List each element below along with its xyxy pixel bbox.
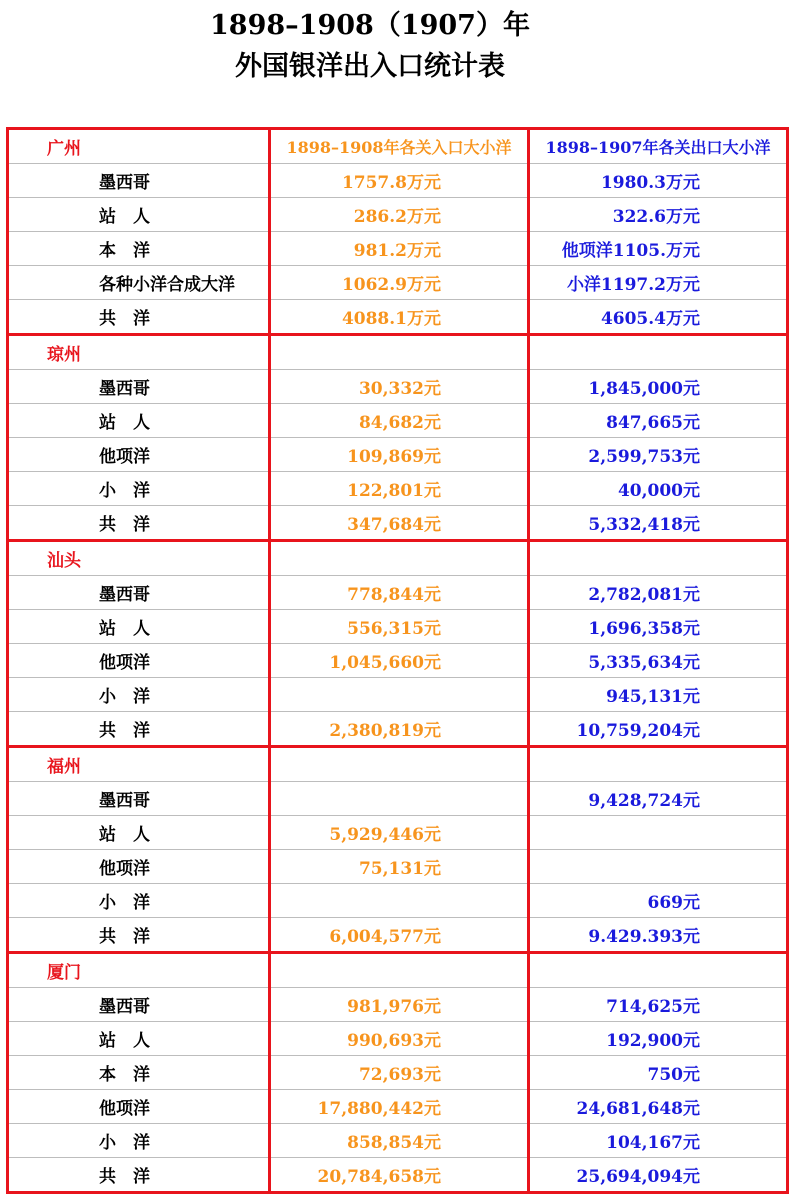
- inbound-value: 556,315元: [270, 610, 529, 644]
- row-label: 各种小洋合成大洋: [8, 266, 270, 300]
- outbound-value: 322.6万元: [529, 198, 788, 232]
- section-label: 琼州: [8, 335, 270, 370]
- outbound-value: 750元: [529, 1056, 788, 1090]
- row-label: 站 人: [8, 404, 270, 438]
- table-row: [8, 918, 788, 953]
- outbound-value: 1980.3万元: [529, 164, 788, 198]
- table-row: [8, 576, 788, 610]
- table-row: [8, 884, 788, 918]
- inbound-value: 347,684元: [270, 506, 529, 541]
- table-row: [8, 644, 788, 678]
- row-label: 本 洋: [8, 232, 270, 266]
- inbound-value: 20,784,658元: [270, 1158, 529, 1193]
- table-row: [8, 1158, 788, 1193]
- row-label: 他项洋: [8, 850, 270, 884]
- table-row: [8, 1090, 788, 1124]
- page-title: 1898–1908（1907）年: [210, 10, 530, 41]
- inbound-value: 4088.1万元: [270, 300, 529, 335]
- table-row: [8, 988, 788, 1022]
- outbound-value: 192,900元: [529, 1022, 788, 1056]
- row-label: 站 人: [8, 816, 270, 850]
- inbound-value: 75,131元: [270, 850, 529, 884]
- table-row: [8, 816, 788, 850]
- outbound-value: 小洋1197.2万元: [529, 266, 788, 300]
- row-label: 他项洋: [8, 438, 270, 472]
- row-label: 小 洋: [8, 884, 270, 918]
- outbound-value: 104,167元: [529, 1124, 788, 1158]
- inbound-value: 2,380,819元: [270, 712, 529, 747]
- outbound-value: 945,131元: [529, 678, 788, 712]
- inbound-value: 778,844元: [270, 576, 529, 610]
- table-row: [8, 782, 788, 816]
- outbound-value: 5,335,634元: [529, 644, 788, 678]
- outbound-value: 10,759,204元: [529, 712, 788, 747]
- inbound-value: 84,682元: [270, 404, 529, 438]
- outbound-value: 25,694,094元: [529, 1158, 788, 1193]
- outbound-value: 5,332,418元: [529, 506, 788, 541]
- inbound-value: 17,880,442元: [270, 1090, 529, 1124]
- page-subtitle: 外国银洋出入口统计表: [235, 51, 505, 82]
- empty-cell: [270, 747, 529, 782]
- inbound-value: [270, 884, 529, 918]
- table-row: [8, 1056, 788, 1090]
- empty-cell: [529, 335, 788, 370]
- section-row: [8, 541, 788, 576]
- section-row: [8, 953, 788, 988]
- column-header-outbound: 1898–1907年各关出口大小洋: [529, 129, 788, 164]
- section-label-guangzhou: 广州: [8, 129, 270, 164]
- section-row: [8, 747, 788, 782]
- outbound-value: 669元: [529, 884, 788, 918]
- table-row: [8, 164, 788, 198]
- inbound-value: 30,332元: [270, 370, 529, 404]
- table-row: [8, 266, 788, 300]
- table-row: [8, 404, 788, 438]
- inbound-value: 1,045,660元: [270, 644, 529, 678]
- empty-cell: [270, 335, 529, 370]
- outbound-value: 4605.4万元: [529, 300, 788, 335]
- row-label: 小 洋: [8, 472, 270, 506]
- table-row: [8, 370, 788, 404]
- row-label: 站 人: [8, 610, 270, 644]
- row-label: 小 洋: [8, 1124, 270, 1158]
- table-row: [8, 1022, 788, 1056]
- table-row: [8, 300, 788, 335]
- outbound-value: 714,625元: [529, 988, 788, 1022]
- empty-cell: [529, 747, 788, 782]
- row-label: 墨西哥: [8, 988, 270, 1022]
- outbound-value: 40,000元: [529, 472, 788, 506]
- inbound-value: [270, 678, 529, 712]
- outbound-value: 847,665元: [529, 404, 788, 438]
- inbound-value: [270, 782, 529, 816]
- row-label: 共 洋: [8, 918, 270, 953]
- inbound-value: 981,976元: [270, 988, 529, 1022]
- row-label: 共 洋: [8, 712, 270, 747]
- table-row: [8, 850, 788, 884]
- table-row: [8, 712, 788, 747]
- row-label: 墨西哥: [8, 782, 270, 816]
- table-row: [8, 678, 788, 712]
- header-row: [8, 129, 788, 164]
- table-row: [8, 472, 788, 506]
- outbound-value: 9,428,724元: [529, 782, 788, 816]
- section-label: 汕头: [8, 541, 270, 576]
- row-label: 共 洋: [8, 506, 270, 541]
- row-label: 站 人: [8, 1022, 270, 1056]
- row-label: 他项洋: [8, 644, 270, 678]
- row-label: 墨西哥: [8, 164, 270, 198]
- silver-dollar-table: [6, 127, 789, 1194]
- table-row: [8, 438, 788, 472]
- empty-cell: [529, 541, 788, 576]
- inbound-value: 1757.8万元: [270, 164, 529, 198]
- empty-cell: [270, 953, 529, 988]
- inbound-value: 990,693元: [270, 1022, 529, 1056]
- outbound-value: [529, 850, 788, 884]
- outbound-value: 2,782,081元: [529, 576, 788, 610]
- inbound-value: 72,693元: [270, 1056, 529, 1090]
- table-row: [8, 506, 788, 541]
- inbound-value: 109,869元: [270, 438, 529, 472]
- inbound-value: 5,929,446元: [270, 816, 529, 850]
- inbound-value: 1062.9万元: [270, 266, 529, 300]
- column-header-inbound: 1898–1908年各关入口大小洋: [270, 129, 529, 164]
- inbound-value: 122,801元: [270, 472, 529, 506]
- section-label: 厦门: [8, 953, 270, 988]
- outbound-value: 他项洋1105.万元: [529, 232, 788, 266]
- row-label: 墨西哥: [8, 576, 270, 610]
- outbound-value: 2,599,753元: [529, 438, 788, 472]
- table-row: [8, 610, 788, 644]
- outbound-value: [529, 816, 788, 850]
- outbound-value: 9.429.393元: [529, 918, 788, 953]
- outbound-value: 1,696,358元: [529, 610, 788, 644]
- row-label: 本 洋: [8, 1056, 270, 1090]
- inbound-value: 858,854元: [270, 1124, 529, 1158]
- row-label: 共 洋: [8, 1158, 270, 1193]
- inbound-value: 6,004,577元: [270, 918, 529, 953]
- row-label: 站 人: [8, 198, 270, 232]
- inbound-value: 981.2万元: [270, 232, 529, 266]
- empty-cell: [270, 541, 529, 576]
- table-row: [8, 232, 788, 266]
- row-label: 墨西哥: [8, 370, 270, 404]
- section-label: 福州: [8, 747, 270, 782]
- section-row: [8, 335, 788, 370]
- table-row: [8, 198, 788, 232]
- outbound-value: 24,681,648元: [529, 1090, 788, 1124]
- row-label: 小 洋: [8, 678, 270, 712]
- table-row: [8, 1124, 788, 1158]
- inbound-value: 286.2万元: [270, 198, 529, 232]
- empty-cell: [529, 953, 788, 988]
- outbound-value: 1,845,000元: [529, 370, 788, 404]
- row-label: 共 洋: [8, 300, 270, 335]
- row-label: 他项洋: [8, 1090, 270, 1124]
